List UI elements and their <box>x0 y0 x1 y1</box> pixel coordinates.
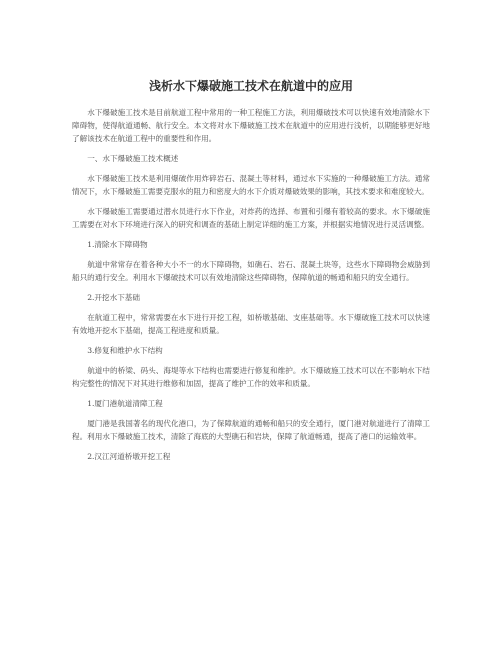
paragraph-repair-structures: 航道中的桥梁、码头、海堤等水下结构也需要进行修复和维护。水下爆破施工技术可以在不影响水下结构完整性的情况下对其进行维修和加固，提高了维护工作的效率和质量。 <box>72 366 430 388</box>
subheading-hanjiang-case: 2.汉江河道桥墩开挖工程 <box>87 452 171 461</box>
subheading-excavate-foundation: 2.开挖水下基础 <box>87 293 140 302</box>
document-title: 浅析水下爆破施工技术在航道中的应用 <box>148 79 353 93</box>
paragraph-overview-2: 水下爆破施工需要通过潜水员进行水下作业，对炸药的选择、布置和引爆有着较高的要求。水下爆破施工需要在对水下环境进行深入的研究和调查的基础上制定详细的施工方案，并根据实地情况进行灵活调整。 <box>72 207 430 229</box>
subheading-clear-obstacles: 1.清除水下障碍物 <box>87 240 148 249</box>
paragraph-excavate-foundation: 在航道工程中，常常需要在水下进行开挖工程，如桥墩基础、支座基础等。水下爆破施工技术可以快速有效地开挖水下基础，提高工程进度和质量。 <box>72 313 430 335</box>
subheading-xiamen-case: 1.厦门港航道清障工程 <box>87 399 163 408</box>
section-heading-overview: 一、水下爆破施工技术概述 <box>87 154 179 163</box>
paragraph-intro: 水下爆破施工技术是目前航道工程中常用的一种工程施工方法，利用爆破技术可以快速有效地清除水下障碍物，使得航道通畅、航行安全。本文将对水下爆破施工技术在航道中的应用进行浅析，以期能够更好地了解该技术在航道工程中的重要性和作用。 <box>72 108 430 143</box>
paragraph-xiamen-case: 厦门港是我国著名的现代化港口，为了保障航道的通畅和船只的安全通行，厦门港对航道进行了清障工程。利用水下爆破施工技术，清除了海底的大型礁石和岩块，保障了航道畅通，提高了港口的运输效率。 <box>72 419 430 441</box>
subheading-repair-structures: 3.修复和维护水下结构 <box>87 346 163 355</box>
paragraph-clear-obstacles: 航道中常常存在着各种大小不一的水下障碍物，如礁石、岩石、混凝土块等，这些水下障碍物会威胁到船只的通行安全。利用水下爆破技术可以有效地清除这些障碍物，保障航道的畅通和船只的安全通行。 <box>72 260 430 282</box>
paragraph-overview-1: 水下爆破施工技术是利用爆破作用炸碎岩石、混凝土等材料，通过水下实施的一种爆破施工方法。通常情况下，水下爆破施工需要克服水的阻力和密度大的水下介质对爆破效果的影响，其技术要求和难度较大。 <box>72 174 430 196</box>
